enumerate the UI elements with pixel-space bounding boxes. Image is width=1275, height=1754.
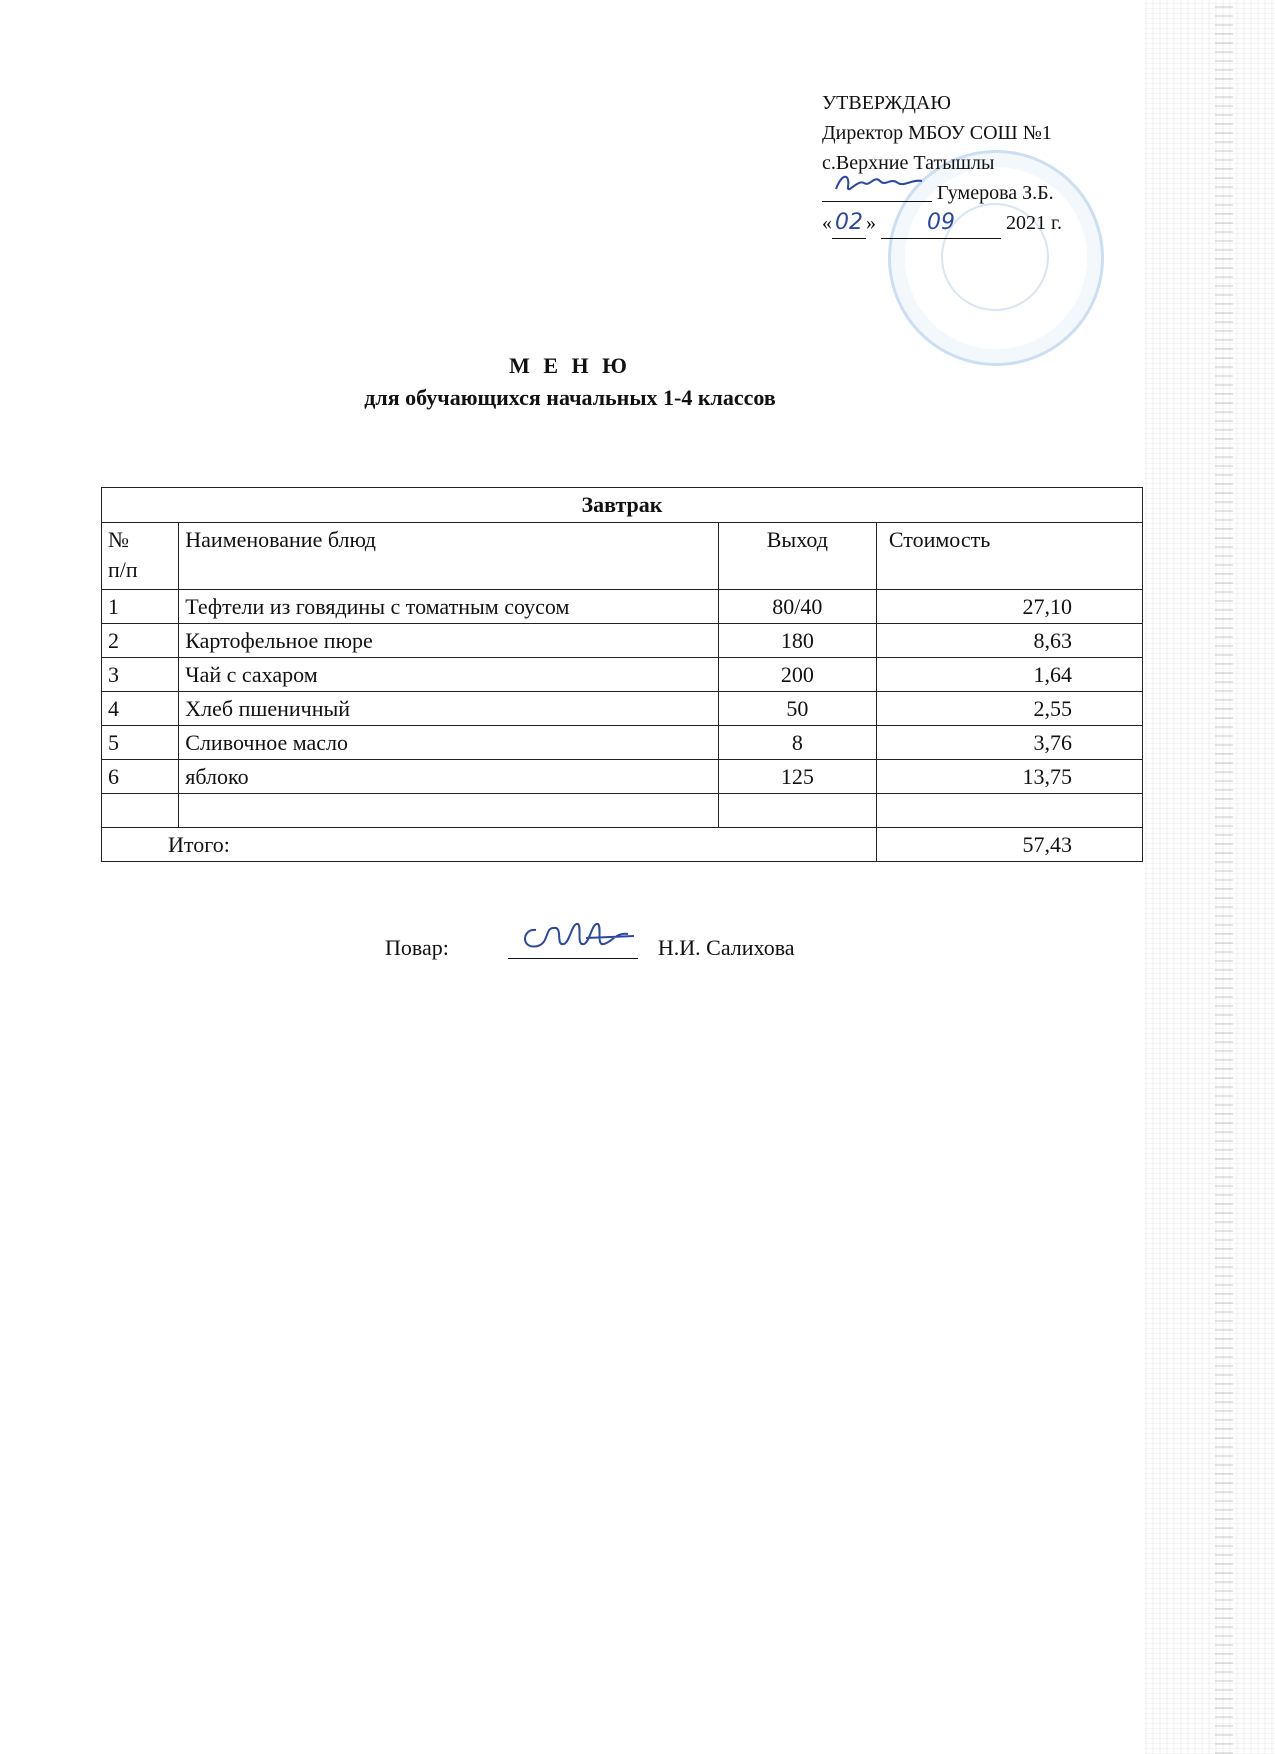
approval-year: 2021 г. bbox=[1006, 212, 1062, 234]
approval-month: 09 bbox=[881, 208, 1001, 239]
total-row bbox=[102, 828, 1143, 862]
row-output: 8 bbox=[718, 726, 876, 760]
row-dish-name: Хлеб пшеничный bbox=[179, 692, 719, 726]
approval-heading: УТВЕРЖДАЮ bbox=[822, 92, 951, 114]
row-output: 125 bbox=[718, 760, 876, 794]
total-value: 57,43 bbox=[876, 828, 1142, 862]
row-output: 200 bbox=[718, 658, 876, 692]
row-dish-name: Чай с сахаром bbox=[179, 658, 719, 692]
row-cost: 3,76 bbox=[876, 726, 1142, 760]
row-output: 80/40 bbox=[718, 590, 876, 624]
total-label: Итого: bbox=[102, 828, 877, 862]
table-row bbox=[102, 726, 1143, 760]
meal-header-row bbox=[102, 488, 1143, 523]
column-header-output: Выход bbox=[718, 523, 876, 590]
approval-day: 02 bbox=[832, 208, 866, 239]
approval-signature-name: Гумерова З.Б. bbox=[937, 182, 1054, 204]
row-dish-name: Тефтели из говядины с томатным соусом bbox=[179, 590, 719, 624]
director-signature bbox=[822, 179, 932, 202]
row-cost: 8,63 bbox=[876, 624, 1142, 658]
approval-place: с.Верхние Татышлы bbox=[822, 152, 995, 174]
table-row bbox=[102, 590, 1143, 624]
row-num: 1 bbox=[102, 590, 179, 624]
row-num: 5 bbox=[102, 726, 179, 760]
table-row bbox=[102, 760, 1143, 794]
page-title: М Е Н Ю bbox=[509, 353, 631, 378]
approval-block bbox=[822, 88, 1062, 239]
column-header-num: № п/п bbox=[102, 523, 179, 590]
table-row bbox=[102, 658, 1143, 692]
cook-name: Н.И. Салихова bbox=[657, 935, 795, 960]
approval-date: « 02 » 09 2021 г. bbox=[822, 208, 1062, 239]
cook-signature bbox=[508, 934, 638, 959]
row-dish-name: яблоко bbox=[179, 760, 719, 794]
row-cost: 2,55 bbox=[876, 692, 1142, 726]
cook-label: Повар: bbox=[385, 935, 449, 960]
table-row bbox=[102, 692, 1143, 726]
column-header-row bbox=[102, 523, 1143, 590]
row-num: 6 bbox=[102, 760, 179, 794]
row-output: 180 bbox=[718, 624, 876, 658]
row-num: 2 bbox=[102, 624, 179, 658]
row-output: 50 bbox=[718, 692, 876, 726]
cook-signature-block bbox=[385, 934, 795, 961]
menu-title-block bbox=[0, 350, 1140, 414]
meal-title: Завтрак bbox=[102, 488, 1143, 523]
menu-table bbox=[101, 487, 1143, 862]
approval-position: Директор МБОУ СОШ №1 bbox=[822, 122, 1052, 144]
row-cost: 1,64 bbox=[876, 658, 1142, 692]
row-dish-name: Картофельное пюре bbox=[179, 624, 719, 658]
page-subtitle: для обучающихся начальных 1-4 классов bbox=[364, 385, 776, 410]
row-cost: 13,75 bbox=[876, 760, 1142, 794]
approval-signature-line bbox=[822, 178, 1062, 208]
row-dish-name: Сливочное масло bbox=[179, 726, 719, 760]
empty-row bbox=[102, 794, 1143, 828]
row-num: 3 bbox=[102, 658, 179, 692]
scan-noise-strip bbox=[1145, 0, 1275, 1754]
table-row bbox=[102, 624, 1143, 658]
row-cost: 27,10 bbox=[876, 590, 1142, 624]
column-header-name: Наименование блюд bbox=[179, 523, 719, 590]
row-num: 4 bbox=[102, 692, 179, 726]
column-header-cost: Стоимость bbox=[876, 523, 1142, 590]
